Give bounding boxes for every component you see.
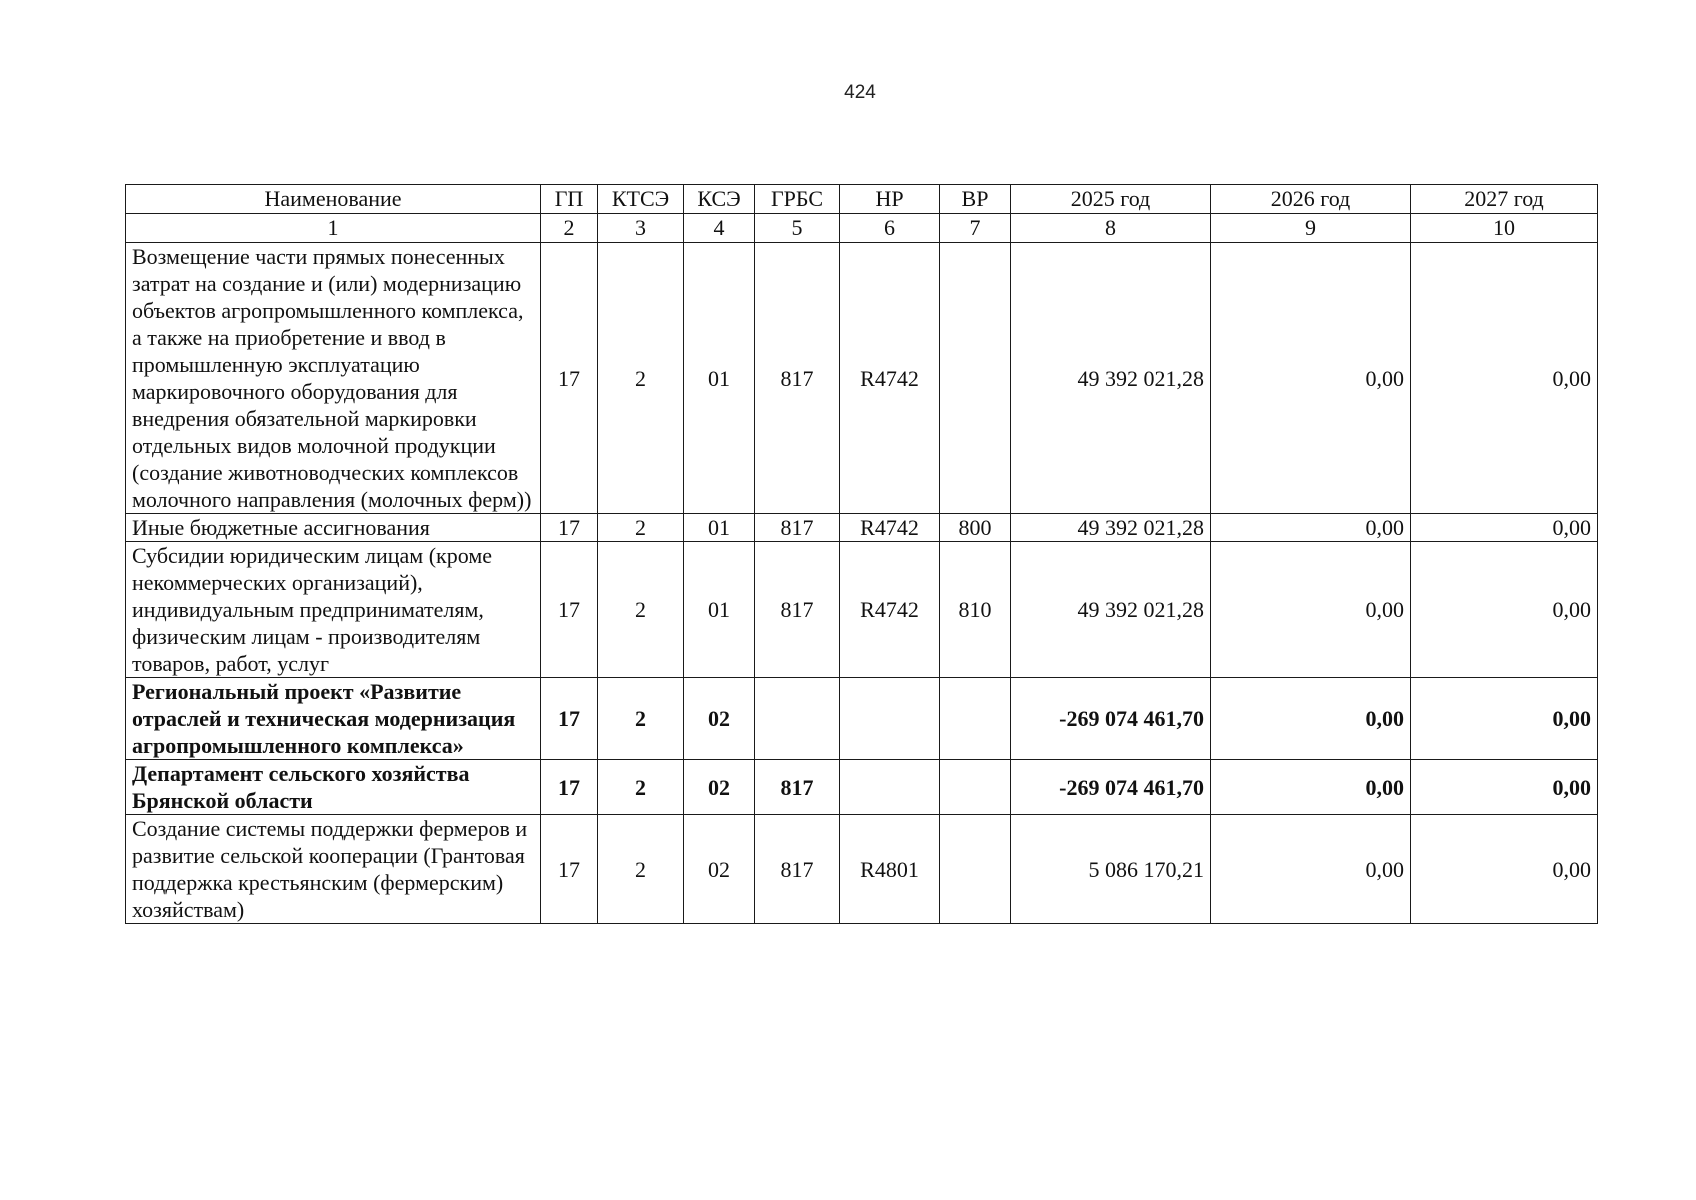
gp-cell: 17 xyxy=(541,815,598,924)
table-row xyxy=(126,243,1598,514)
table-row xyxy=(126,815,1598,924)
kse-cell: 02 xyxy=(684,678,755,760)
gp-cell: 17 xyxy=(541,760,598,815)
amount-2026-cell: 0,00 xyxy=(1211,760,1411,815)
header-cell: Наименование xyxy=(126,185,541,214)
vr-cell: 810 xyxy=(940,542,1011,678)
ktse-cell: 2 xyxy=(598,815,684,924)
gp-cell: 17 xyxy=(541,542,598,678)
grbs-cell: 817 xyxy=(755,760,840,815)
ktse-cell: 2 xyxy=(598,542,684,678)
column-number-row xyxy=(126,214,1598,243)
vr-cell xyxy=(940,815,1011,924)
amount-2025-cell: 49 392 021,28 xyxy=(1011,243,1211,514)
gp-cell: 17 xyxy=(541,678,598,760)
table-row xyxy=(126,760,1598,815)
amount-2025-cell: 5 086 170,21 xyxy=(1011,815,1211,924)
column-number-cell: 2 xyxy=(541,214,598,243)
amount-2027-cell: 0,00 xyxy=(1411,514,1598,542)
grbs-cell xyxy=(755,678,840,760)
kse-cell: 01 xyxy=(684,542,755,678)
amount-2026-cell: 0,00 xyxy=(1211,243,1411,514)
amount-2027-cell: 0,00 xyxy=(1411,678,1598,760)
column-number-cell: 1 xyxy=(126,214,541,243)
nr-cell: R4742 xyxy=(840,542,940,678)
amount-2027-cell: 0,00 xyxy=(1411,243,1598,514)
amount-2027-cell: 0,00 xyxy=(1411,542,1598,678)
nr-cell: R4742 xyxy=(840,243,940,514)
column-number-cell: 6 xyxy=(840,214,940,243)
header-cell: 2027 год xyxy=(1411,185,1598,214)
column-number-cell: 3 xyxy=(598,214,684,243)
column-number-cell: 5 xyxy=(755,214,840,243)
amount-2026-cell: 0,00 xyxy=(1211,542,1411,678)
amount-2025-cell: -269 074 461,70 xyxy=(1011,678,1211,760)
ktse-cell: 2 xyxy=(598,243,684,514)
header-cell: КТСЭ xyxy=(598,185,684,214)
gp-cell: 17 xyxy=(541,243,598,514)
header-cell: ГРБС xyxy=(755,185,840,214)
ktse-cell: 2 xyxy=(598,514,684,542)
header-cell: НР xyxy=(840,185,940,214)
header-cell: ГП xyxy=(541,185,598,214)
row-name-cell: Департамент сельского хозяйства Брянской области xyxy=(126,760,541,815)
grbs-cell: 817 xyxy=(755,815,840,924)
header-cell: 2025 год xyxy=(1011,185,1211,214)
header-row xyxy=(126,185,1598,214)
row-name-cell: Возмещение части прямых понесенных затрат на создание и (или) модернизацию объектов агропромышленного комплекса, а также на приобретение и ввод в промышленную эксплуатацию маркировочного оборудования для внедрения обязательной маркировки отдельных видов молочной продукции (создание животноводческих комплексов молочного направления (молочных ферм)) xyxy=(126,243,541,514)
kse-cell: 02 xyxy=(684,760,755,815)
header-cell: КСЭ xyxy=(684,185,755,214)
vr-cell xyxy=(940,760,1011,815)
amount-2025-cell: 49 392 021,28 xyxy=(1011,542,1211,678)
amount-2026-cell: 0,00 xyxy=(1211,514,1411,542)
nr-cell: R4801 xyxy=(840,815,940,924)
table-row xyxy=(126,678,1598,760)
column-number-cell: 4 xyxy=(684,214,755,243)
nr-cell xyxy=(840,678,940,760)
grbs-cell: 817 xyxy=(755,542,840,678)
grbs-cell: 817 xyxy=(755,514,840,542)
column-number-cell: 9 xyxy=(1211,214,1411,243)
vr-cell xyxy=(940,243,1011,514)
row-name-cell: Создание системы поддержки фермеров и развитие сельской кооперации (Грантовая поддержка крестьянским (фермерским) хозяйствам) xyxy=(126,815,541,924)
grbs-cell: 817 xyxy=(755,243,840,514)
row-name-cell: Региональный проект «Развитие отраслей и техническая модернизация агропромышленного комплекса» xyxy=(126,678,541,760)
row-name-cell: Иные бюджетные ассигнования xyxy=(126,514,541,542)
kse-cell: 01 xyxy=(684,514,755,542)
amount-2026-cell: 0,00 xyxy=(1211,815,1411,924)
amount-2025-cell: -269 074 461,70 xyxy=(1011,760,1211,815)
budget-table xyxy=(125,184,1598,924)
kse-cell: 01 xyxy=(684,243,755,514)
table-row xyxy=(126,542,1598,678)
kse-cell: 02 xyxy=(684,815,755,924)
header-cell: ВР xyxy=(940,185,1011,214)
nr-cell: R4742 xyxy=(840,514,940,542)
column-number-cell: 7 xyxy=(940,214,1011,243)
amount-2027-cell: 0,00 xyxy=(1411,760,1598,815)
amount-2027-cell: 0,00 xyxy=(1411,815,1598,924)
table-row xyxy=(126,514,1598,542)
gp-cell: 17 xyxy=(541,514,598,542)
page-number: 424 xyxy=(844,82,876,103)
row-name-cell: Субсидии юридическим лицам (кроме некоммерческих организаций), индивидуальным предпринимателям, физическим лицам - производителям товаров, работ, услуг xyxy=(126,542,541,678)
vr-cell: 800 xyxy=(940,514,1011,542)
amount-2026-cell: 0,00 xyxy=(1211,678,1411,760)
ktse-cell: 2 xyxy=(598,678,684,760)
amount-2025-cell: 49 392 021,28 xyxy=(1011,514,1211,542)
nr-cell xyxy=(840,760,940,815)
header-cell: 2026 год xyxy=(1211,185,1411,214)
column-number-cell: 8 xyxy=(1011,214,1211,243)
vr-cell xyxy=(940,678,1011,760)
column-number-cell: 10 xyxy=(1411,214,1598,243)
ktse-cell: 2 xyxy=(598,760,684,815)
